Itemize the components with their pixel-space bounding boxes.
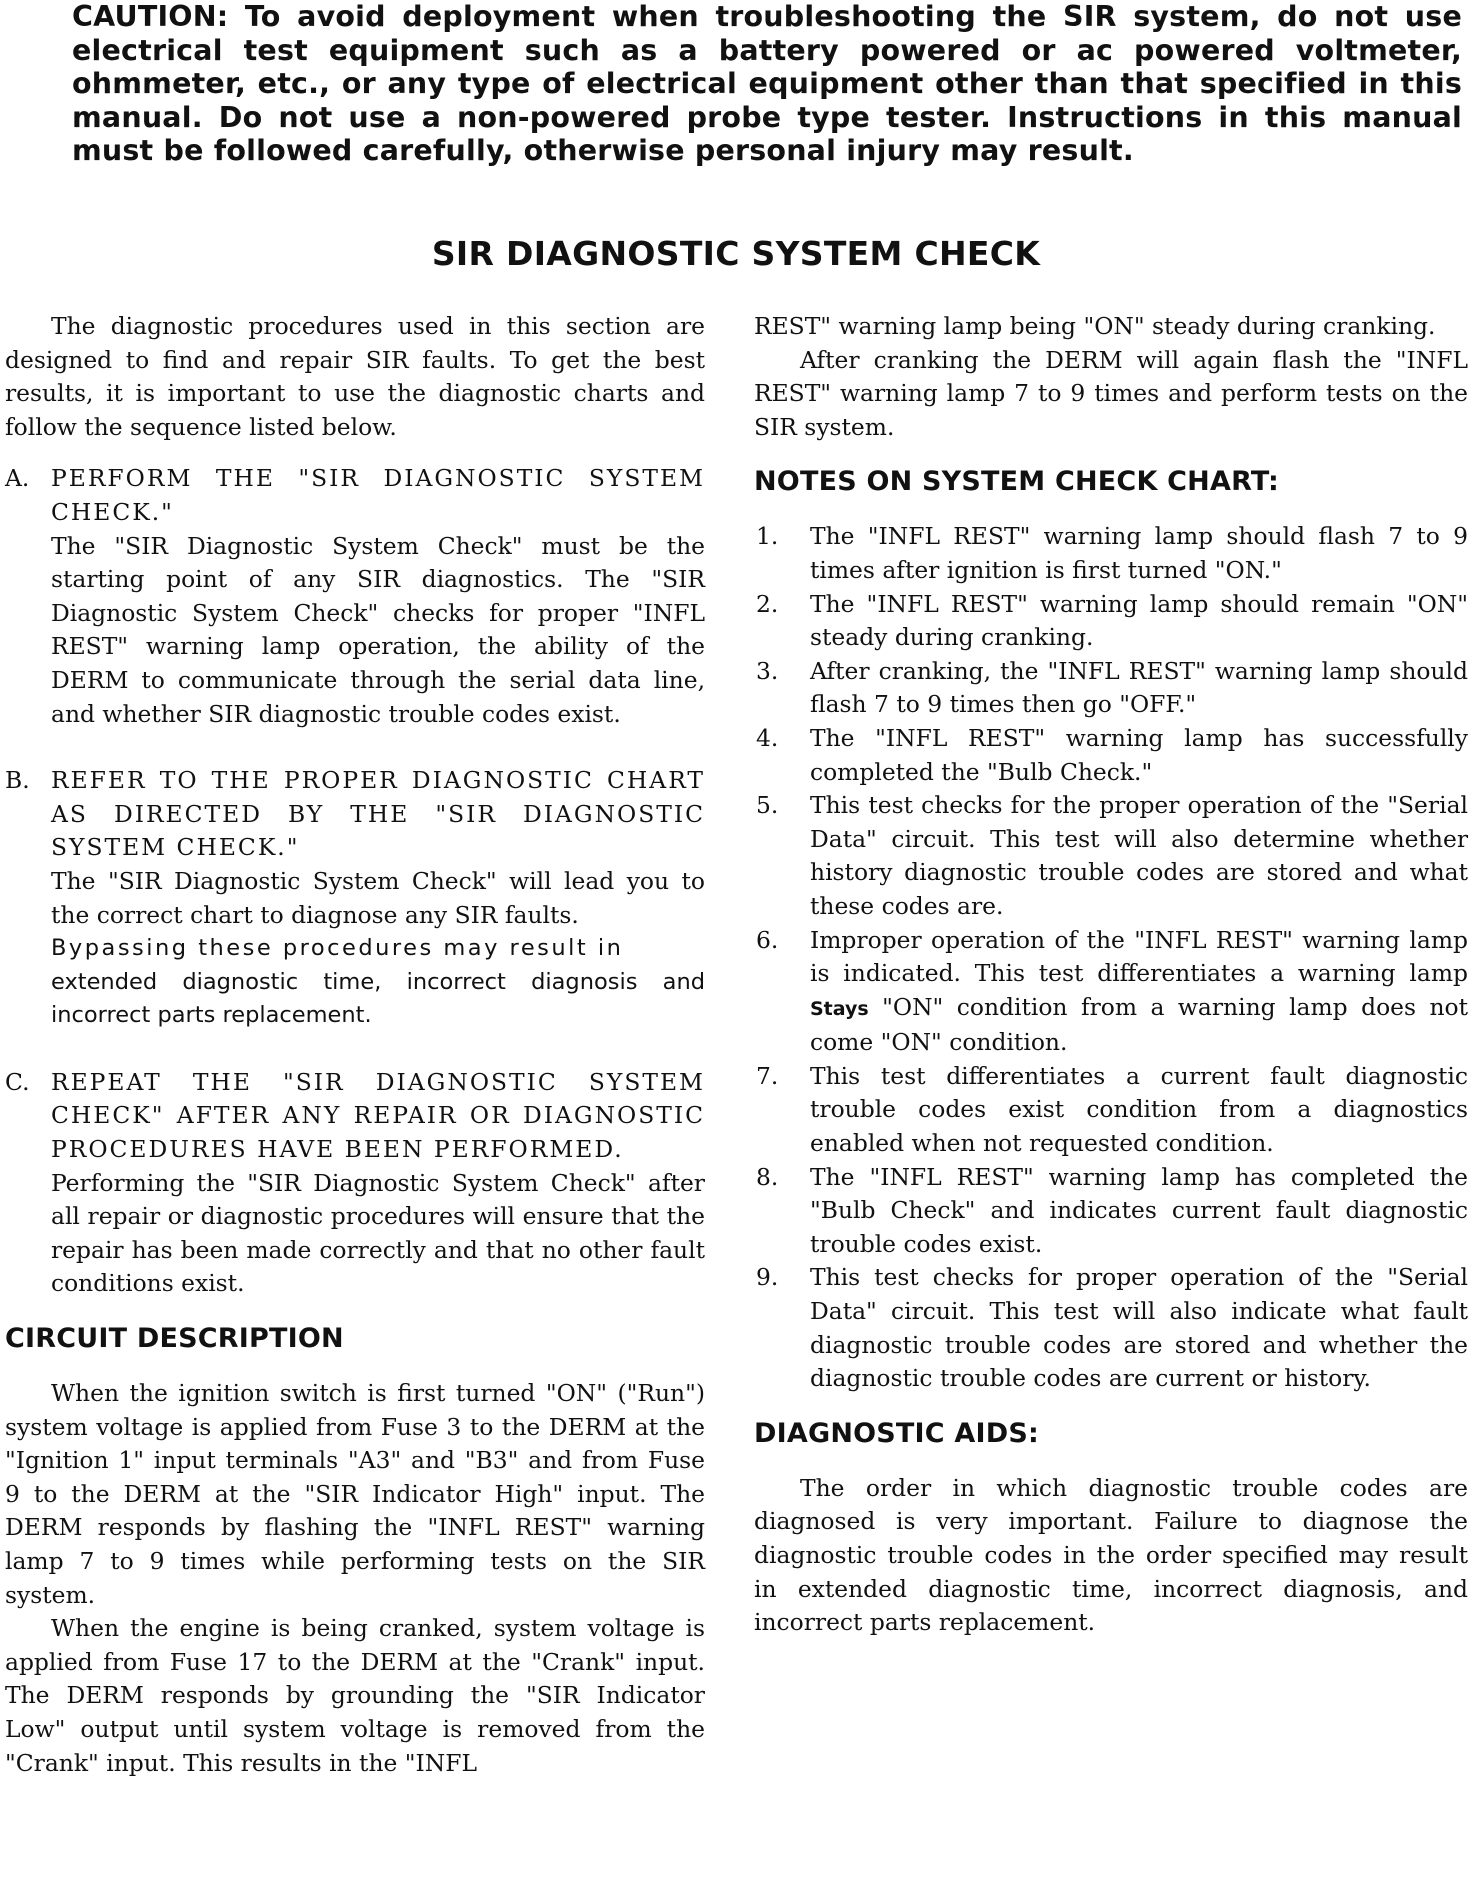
circuit-paragraph-3: After cranking the DERM will again flash the "INFL REST" warning lamp 7 to 9 times and perform tests on the SIR system.	[754, 345, 1468, 441]
note-item	[754, 1161, 1468, 1262]
note-text	[810, 924, 1468, 1060]
note-item	[754, 655, 1468, 722]
note-item	[754, 924, 1468, 1060]
step-a	[5, 462, 705, 731]
note-text: The "INFL REST" warning lamp should flash 7 to 9 times after ignition is first turned "ON."	[810, 522, 1468, 584]
step-body: The "SIR Diagnostic System Check" will lead you to the correct chart to diagnose any SIR faults.	[51, 866, 705, 929]
note-text: This test differentiates a current fault diagnostic trouble codes exist condition from a diagnostics enabled when not requested condition.	[810, 1061, 1468, 1158]
note-number: 3.	[756, 656, 779, 685]
circuit-paragraph-2: When the engine is being cranked, system voltage is applied from Fuse 17 to the DERM at the "Crank" input. The DERM responds by grounding the "SIR Indicator Low" output until system voltage is removed from the "Crank" input. This results in the "INFL	[5, 1614, 705, 1777]
step-warning-line: Bypassing these procedures may result in	[51, 935, 624, 962]
note-text: After cranking, the "INFL REST" warning lamp should flash 7 to 9 times then go "OFF."	[810, 656, 1468, 719]
step-body: The "SIR Diagnostic System Check" must be the starting point of any SIR diagnostics. The "SIR Diagnostic System Check" checks for proper "INFL REST" warning lamp operation, the ability of the DERM to communicate through the serial data line, and whether SIR diagnostic trouble codes exist.	[51, 531, 705, 728]
step-label: A.	[5, 464, 30, 493]
note-number: 6.	[756, 925, 779, 954]
note-number: 5.	[756, 791, 779, 820]
note-text: The "INFL REST" warning lamp has completed the "Bulb Check" and indicates current fault diagnostic trouble codes exist.	[810, 1162, 1468, 1258]
note-number: 4.	[756, 723, 779, 752]
left-column	[5, 310, 705, 1780]
note-item	[754, 722, 1468, 789]
note-item	[754, 588, 1468, 655]
step-label: B.	[5, 766, 30, 795]
step-b	[5, 764, 705, 1033]
step-heading: REPEAT THE "SIR DIAGNOSTIC SYSTEM CHECK" AFTER ANY REPAIR OR DIAGNOSTIC PROCEDURES HAVE BEEN PERFORMED.	[51, 1067, 705, 1164]
diagnostic-aids-heading: DIAGNOSTIC AIDS:	[754, 1417, 1039, 1449]
note-number: 9.	[756, 1263, 779, 1292]
step-body: Performing the "SIR Diagnostic System Check" after all repair or diagnostic procedures will ensure that the repair has been made correctly and that no other fault conditions exist.	[51, 1168, 705, 1298]
note-text: This test checks for the proper operation of the "Serial Data" circuit. This test will also determine whether history diagnostic trouble codes are stored and what these codes are.	[810, 791, 1468, 920]
intro-paragraph: The diagnostic procedures used in this section are designed to find and repair SIR faults. To get the best results, it is important to use the diagnostic charts and follow the sequence listed below.	[5, 312, 705, 441]
step-heading: PERFORM THE "SIR DIAGNOSTIC SYSTEM CHECK."	[51, 464, 705, 526]
note-number: 1.	[756, 522, 779, 551]
note-text-part: Improper operation of the "INFL REST" warning lamp is indicated. This test differentiates a warning lamp	[810, 925, 1468, 988]
circuit-paragraph-2-continued: REST" warning lamp being "ON" steady during cranking.	[754, 312, 1436, 340]
note-stays-word: Stays	[810, 997, 869, 1020]
note-item	[754, 520, 1468, 587]
diagnostic-aids-paragraph: The order in which diagnostic trouble codes are diagnosed is very important. Failure to diagnose the diagnostic trouble codes in the order specified may result in extended diagnostic time, incorrect diagnosis, and incorrect parts replacement.	[754, 1473, 1468, 1637]
circuit-paragraph-1: When the ignition switch is first turned "ON" ("Run") system voltage is applied from Fuse 3 to the DERM at the "Ignition 1" input terminals "A3" and "B3" and from Fuse 9 to the DERM at the "SIR Indicator High" input. The DERM responds by flashing the "INFL REST" warning lamp 7 to 9 times while performing tests on the SIR system.	[5, 1379, 705, 1609]
note-text: This test checks for proper operation of the "Serial Data" circuit. This test will also indicate what fault diagnostic trouble codes are stored and whether the diagnostic trouble codes are current or history.	[810, 1263, 1468, 1393]
circuit-description-heading: CIRCUIT DESCRIPTION	[5, 1323, 344, 1355]
step-label: C.	[5, 1067, 30, 1096]
step-c	[5, 1066, 705, 1301]
step-warning-text: extended diagnostic time, incorrect diagnosis and incorrect parts replacement.	[51, 968, 705, 1029]
caution-notice: CAUTION: To avoid deployment when troubleshooting the SIR system, do not use electrical test equipment such as a battery powered or ac powered voltmeter, ohmmeter, etc., or any type of electrical equipment other than that specified in this manual. Do not use a non-powered probe type tester. Instructions in this manual must be followed carefully, otherwise personal injury may result.	[72, 0, 1462, 167]
note-item	[754, 1060, 1468, 1161]
note-item	[754, 1261, 1468, 1395]
right-column	[754, 310, 1468, 1640]
step-heading: REFER TO THE PROPER DIAGNOSTIC CHART AS DIRECTED BY THE "SIR DIAGNOSTIC SYSTEM CHECK."	[51, 766, 705, 862]
note-text-part: "ON" condition from a warning lamp does not come "ON" condition.	[810, 992, 1468, 1057]
note-text: The "INFL REST" warning lamp has successfully completed the "Bulb Check."	[810, 723, 1468, 786]
note-number: 8.	[756, 1162, 779, 1191]
note-number: 7.	[756, 1061, 779, 1090]
page-title: SIR DIAGNOSTIC SYSTEM CHECK	[431, 234, 1041, 273]
note-number: 2.	[756, 589, 779, 618]
notes-heading: NOTES ON SYSTEM CHECK CHART:	[754, 466, 1279, 498]
note-item	[754, 789, 1468, 923]
note-text: The "INFL REST" warning lamp should remain "ON" steady during cranking.	[810, 589, 1468, 652]
